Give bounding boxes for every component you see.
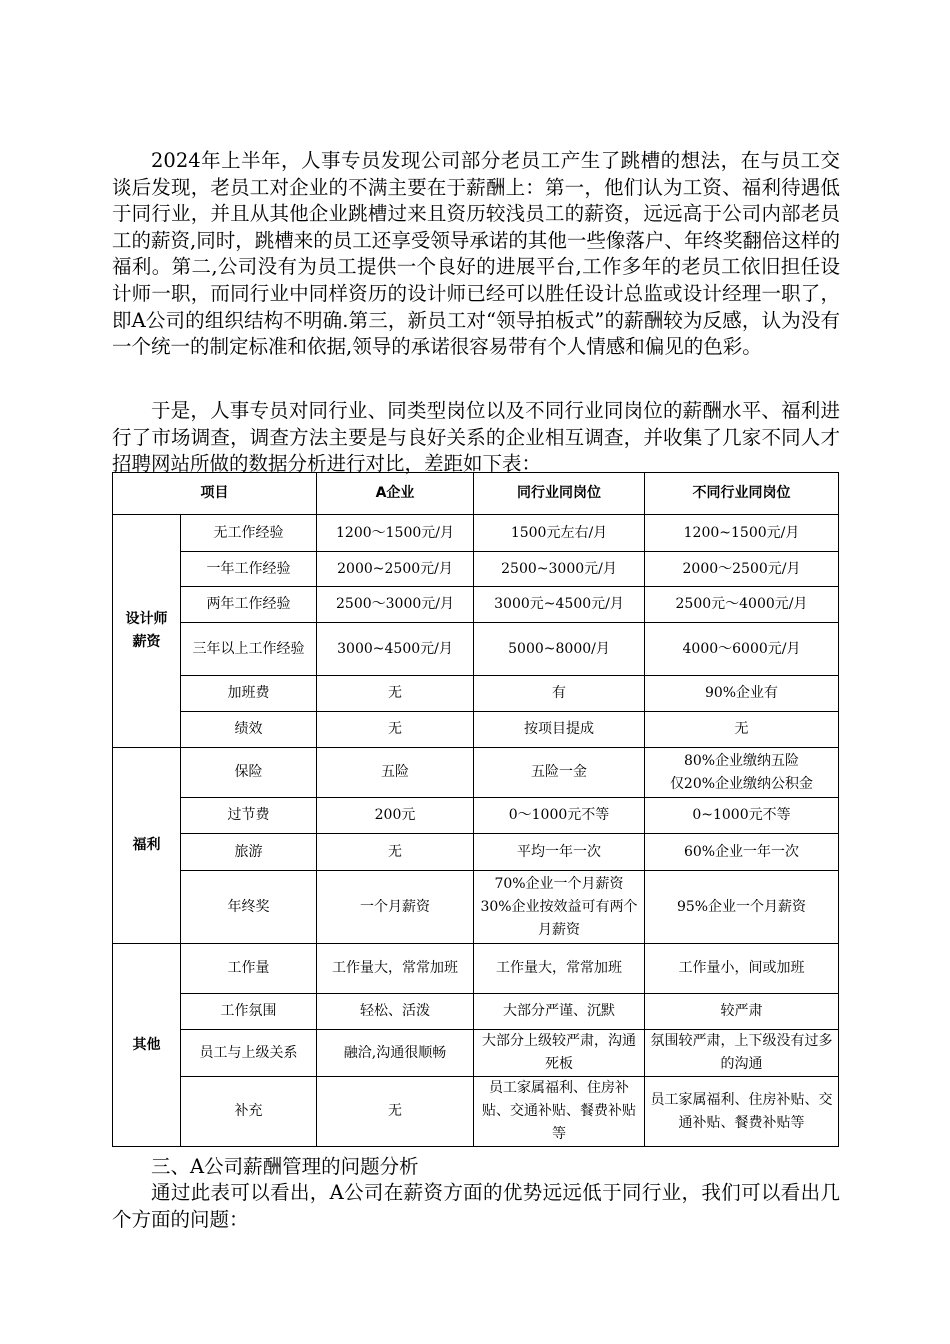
same-industry-cell: 1500元左右/月 [474,515,645,552]
same-industry-cell: 按项目提成 [474,712,645,748]
row-item-cell: 补充 [181,1077,317,1147]
header-diff-industry: 不同行业同岗位 [645,473,839,515]
group-label: 其他 [113,944,181,1147]
table-row [113,712,839,748]
table-row [113,552,839,587]
table-row [113,871,839,944]
row-item-cell: 年终奖 [181,871,317,944]
a-company-cell: 一个月薪资 [317,871,474,944]
same-industry-cell: 5000~8000/月 [474,623,645,676]
diff-industry-cell: 无 [645,712,839,748]
table-header-row [113,473,839,515]
intro-paragraph: 2024年上半年，人事专员发现公司部分老员工产生了跳槽的想法，在与员工交谈后发现，老员工对企业的不满主要在于薪酬上：第一，他们认为工资、福利待遇低于同行业，并且从其他企业跳槽过来且资历较浅员工的薪资，远远高于公司内部老员工的薪资,同时，跳槽来的员工还享受领导承诺的其他一些像落户、年终奖翻倍这样的福利。第二,公司没有为员工提供一个良好的进展平台,工作多年的老员工依旧担任设计师一职，而同行业中同样资历的设计师已经可以胜任设计总监或设计经理一职了，即A公司的组织结构不明确.第三，新员工对“领导拍板式”的薪酬较为反感，认为没有一个统一的制定标准和依据,领导的承诺很容易带有个人情感和偏见的色彩。 [112,149,840,359]
diff-industry-cell: 90%企业有 [645,676,839,712]
a-company-cell: 无 [317,712,474,748]
survey-paragraph: 于是，人事专员对同行业、同类型岗位以及不同行业同岗位的薪酬水平、福利进行了市场调查，调查方法主要是与良好关系的企业相互调查，并收集了几家不同人才招聘网站所做的数据分析进行对比，差距如下表： [112,399,840,476]
diff-industry-cell: 2500元～4000元/月 [645,587,839,623]
same-industry-cell: 3000元~4500元/月 [474,587,645,623]
same-industry-cell: 五险一金 [474,748,645,798]
same-industry-cell: 工作量大，常常加班 [474,944,645,994]
row-item-cell: 员工与上级关系 [181,1030,317,1077]
table-row [113,623,839,676]
row-item-cell: 工作氛围 [181,994,317,1030]
same-industry-cell: 70%企业一个月薪资 30%企业按效益可有两个月薪资 [474,871,645,944]
section-heading: 三、A公司薪酬管理的问题分析 [151,1155,419,1178]
row-item-cell: 无工作经验 [181,515,317,552]
row-item-cell: 旅游 [181,834,317,871]
a-company-cell: 融洽,沟通很顺畅 [317,1030,474,1077]
diff-industry-cell: 0~1000元不等 [645,798,839,834]
row-item-cell: 工作量 [181,944,317,994]
group-label: 设计师 薪资 [113,515,181,748]
row-item-cell: 一年工作经验 [181,552,317,587]
same-industry-cell: 有 [474,676,645,712]
table-body [113,515,839,1147]
table-row [113,1077,839,1147]
diff-industry-cell: 60%企业一年一次 [645,834,839,871]
a-company-cell: 2500～3000元/月 [317,587,474,623]
a-company-cell: 无 [317,676,474,712]
table-row [113,944,839,994]
same-industry-cell: 2500~3000元/月 [474,552,645,587]
salary-comparison-table [112,472,839,1147]
header-a-company: A企业 [317,473,474,515]
a-company-cell: 无 [317,834,474,871]
table-row [113,798,839,834]
diff-industry-cell: 较严肃 [645,994,839,1030]
a-company-cell: 3000~4500元/月 [317,623,474,676]
a-company-cell: 2000~2500元/月 [317,552,474,587]
conclusion-paragraph: 通过此表可以看出，A公司在薪资方面的优势远远低于同行业，我们可以看出几个方面的问题： [112,1181,840,1231]
diff-industry-cell: 95%企业一个月薪资 [645,871,839,944]
row-item-cell: 绩效 [181,712,317,748]
a-company-cell: 轻松、活泼 [317,994,474,1030]
same-industry-cell: 平均一年一次 [474,834,645,871]
diff-industry-cell: 2000～2500元/月 [645,552,839,587]
a-company-cell: 五险 [317,748,474,798]
diff-industry-cell: 80%企业缴纳五险 仅20%企业缴纳公积金 [645,748,839,798]
row-item-cell: 过节费 [181,798,317,834]
table-row [113,1030,839,1077]
table-row [113,994,839,1030]
header-same-industry: 同行业同岗位 [474,473,645,515]
a-company-cell: 工作量大，常常加班 [317,944,474,994]
table-row [113,515,839,552]
table-row [113,834,839,871]
a-company-cell: 无 [317,1077,474,1147]
row-item-cell: 加班费 [181,676,317,712]
row-item-cell: 两年工作经验 [181,587,317,623]
a-company-cell: 1200～1500元/月 [317,515,474,552]
table-row [113,748,839,798]
group-label: 福利 [113,748,181,944]
table-row [113,676,839,712]
diff-industry-cell: 工作量小，间或加班 [645,944,839,994]
diff-industry-cell: 1200~1500元/月 [645,515,839,552]
a-company-cell: 200元 [317,798,474,834]
same-industry-cell: 0～1000元不等 [474,798,645,834]
row-item-cell: 三年以上工作经验 [181,623,317,676]
table-row [113,587,839,623]
same-industry-cell: 大部分严谨、沉默 [474,994,645,1030]
diff-industry-cell: 4000～6000元/月 [645,623,839,676]
row-item-cell: 保险 [181,748,317,798]
header-item: 项目 [113,473,317,515]
diff-industry-cell: 员工家属福利、住房补贴、交通补贴、餐费补贴等 [645,1077,839,1147]
same-industry-cell: 员工家属福利、住房补贴、交通补贴、餐费补贴等 [474,1077,645,1147]
same-industry-cell: 大部分上级较严肃，沟通死板 [474,1030,645,1077]
diff-industry-cell: 氛围较严肃，上下级没有过多的沟通 [645,1030,839,1077]
